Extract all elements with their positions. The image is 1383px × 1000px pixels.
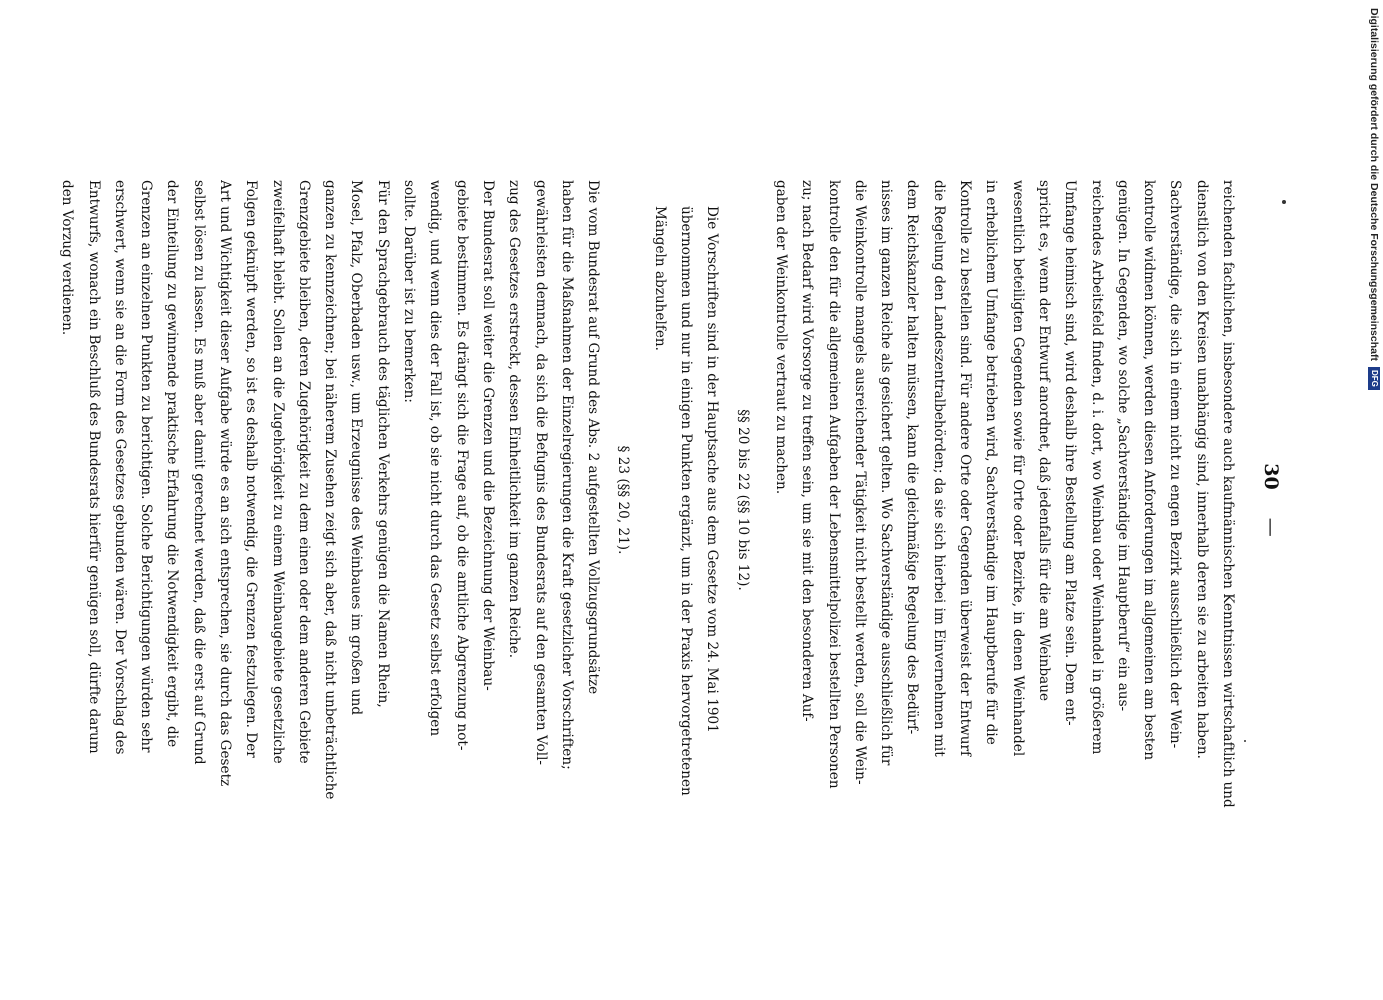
- text-line: gewährleisten demnach, da sich die Befugnis des Bundesrats auf den gesamten Voll-: [532, 180, 549, 766]
- text-line: Der Bundesrat soll weiter die Grenzen und die Bezeichnung der Weinbau-: [479, 180, 496, 691]
- scan-speck: [1282, 200, 1286, 204]
- text-line: haben für die Maßnahmen der Einzelregierungen die Kraft gesetzlicher Vorschriften;: [558, 180, 575, 770]
- text-line: gaben der Weinkontrolle vertraut zu machen.: [772, 180, 789, 495]
- text-line: reichenden fachlichen, insbesondere auch kaufmännischen Kenntnissen wirtschaftlich und: [1220, 180, 1236, 808]
- page-header: [1259, 180, 1283, 820]
- text-line: wendig, und wenn dies der Fall ist, ob sie nicht durch das Gesetz selbst erfolgen: [427, 180, 444, 737]
- text-line: den Vorzug verdienen.: [59, 180, 76, 336]
- text-line: Art und Wichtigkeit dieser Aufgabe würde es an sich entsprechen, sie durch das Gesetz: [217, 180, 234, 787]
- paragraph-3: [501, 180, 606, 820]
- text-line: ganzen zu kennzeichnen; bei näherem Zusehen zeigt sich aber, daß nicht unbeträchtliche: [322, 180, 339, 800]
- section-heading-23: § 23 (§§ 20, 21).: [615, 445, 632, 555]
- text-line: Für den Sprachgebrauch des täglichen Verkehrs genügen die Namen Rhein,: [374, 180, 391, 708]
- text-line: zug des Gesetzes erstreckt, dessen Einheitlichkeit im ganzen Reiche.: [506, 180, 523, 659]
- scan-speck: [1244, 740, 1246, 742]
- text-line: genügen. In Gegenden, wo solche „Sachverständige im Hauptberuf“ ein aus-: [1114, 180, 1131, 712]
- text-line: Umfange heimisch sind, wird deshalb ihre Bestellung am Platze sein. Dem ent-: [1062, 180, 1079, 726]
- text-line: zu; nach Bedarf wird Vorsorge zu treffen sein, um sie mit den besonderen Auf-: [799, 180, 816, 722]
- page-body: [54, 180, 1283, 820]
- credit-text: Digitalisierung gefördert durch die Deutsche Forschungsgemeinschaft: [1368, 8, 1380, 361]
- text-line: Kontrolle zu bestellen sind. Für andere Orte oder Gegenden überweist der Entwurf: [957, 180, 974, 756]
- digitization-credit: [1365, 8, 1383, 788]
- text-line: Entwurfs, wonach ein Beschluß des Bundesrats hierfür genügen soll, dürfte darum: [85, 180, 102, 754]
- text-line: die Weinkontrolle mangels ausreichender Tätigkeit nicht bestellt werden, soll die Wein-: [851, 180, 868, 785]
- text-line: dienstlich von den Kreisen unabhängig sind, innerhalb deren sie zu arbeiten haben.: [1193, 180, 1210, 759]
- text-line: nisses im ganzen Reiche als gesichert gelten. Wo Sachverständige ausschließlich für: [878, 180, 895, 766]
- section-heading-20-22: §§ 20 bis 22 (§§ 10 bis 12).: [734, 409, 751, 591]
- text-line: die Regelung den Landeszentralbehörden; da sie sich hierbei im Einvernehmen mit: [930, 180, 947, 757]
- text-line: gebiete bestimmen. Es drängt sich die Frage auf, ob die amtliche Abgrenzung not-: [453, 180, 470, 751]
- paragraph-5: [54, 180, 396, 820]
- paragraph-2: [646, 180, 725, 820]
- text-line: Grenzgebiete bleiben, deren Zugehörigkeit zu dem einen oder dem anderen Gebiete: [295, 180, 312, 764]
- text-line: in erheblichem Umfange betrieben wird, Sachverständige im Hauptberufe für die: [983, 180, 1000, 745]
- text-line: übernommen und nur in einigen Punkten ergänzt, um in der Praxis hervorgetretenen: [678, 206, 695, 796]
- text-line: kontrolle widmen können, werden diesen Anforderungen im allgemeinen am besten: [1141, 180, 1158, 761]
- text-line: Mosel, Pfalz, Oberbaden usw., um Erzeugnisse des Weinbaues im großen und: [348, 180, 365, 716]
- page-number: 30: [1260, 463, 1283, 490]
- dfg-logo: DFG: [1368, 367, 1380, 390]
- text-line: sollte. Darüber ist zu bemerken:: [401, 180, 418, 403]
- text-line: Folgen geknüpft werden, so ist es deshalb notwendig, die Grenzen festzulegen. Der: [243, 180, 260, 758]
- text-line: selbst lösen zu lassen. Es muß aber damit gerechnet werden, daß die erst auf Grund: [190, 180, 207, 765]
- text-line: spricht es, wenn der Entwurf anordnet, daß jedenfalls für die am Weinbaue: [1035, 180, 1052, 701]
- text-line: Grenzen an einzelnen Punkten zu berichtigen. Solche Berichtigungen würden sehr: [138, 180, 155, 753]
- text-line: Die vom Bundesrat auf Grund des Abs. 2 aufgestellten Vollzugsgrundsätze: [585, 180, 602, 695]
- text-line: dem Reichskanzler halten müssen, kann die gleichmäßige Regelung des Bedürf-: [904, 180, 921, 735]
- text-line: der Einteilung zu gewinnende praktische Erfahrung die Notwendigkeit ergibt, die: [164, 180, 181, 748]
- text-line: reichendes Arbeitsfeld finden, d. i. dort, wo Weinbau oder Weinhandel in größerem: [1088, 180, 1105, 755]
- text-line: Sachverständige, die sich in einem nicht zu engen Bezirk ausschließlich der Wein-: [1167, 180, 1184, 749]
- header-dash: —: [1260, 517, 1283, 537]
- text-line: Mängeln abzuhelfen.: [651, 206, 668, 351]
- text-line: kontrolle den für die allgemeinen Aufgaben der Lebensmittelpolizei bestellten Personen: [825, 180, 842, 789]
- text-line: erschwert, wenn sie an die Form des Gesetzes gebunden wären. Der Vorschlag des: [111, 180, 128, 755]
- paragraph-1: [768, 180, 1241, 820]
- paragraph-4: [396, 180, 501, 820]
- text-line: zweifelhaft bleibt. Sollen an die Zugehörigkeit zu einem Weinbaugebiete gesetzliche: [269, 180, 286, 764]
- text-line: Die Vorschriften sind in der Hauptsache aus dem Gesetze vom 24. Mai 1901: [704, 206, 721, 733]
- text-line: wesentlich beteiligten Gegenden sowie für Orte oder Bezirke, in denen Weinhandel: [1009, 180, 1026, 757]
